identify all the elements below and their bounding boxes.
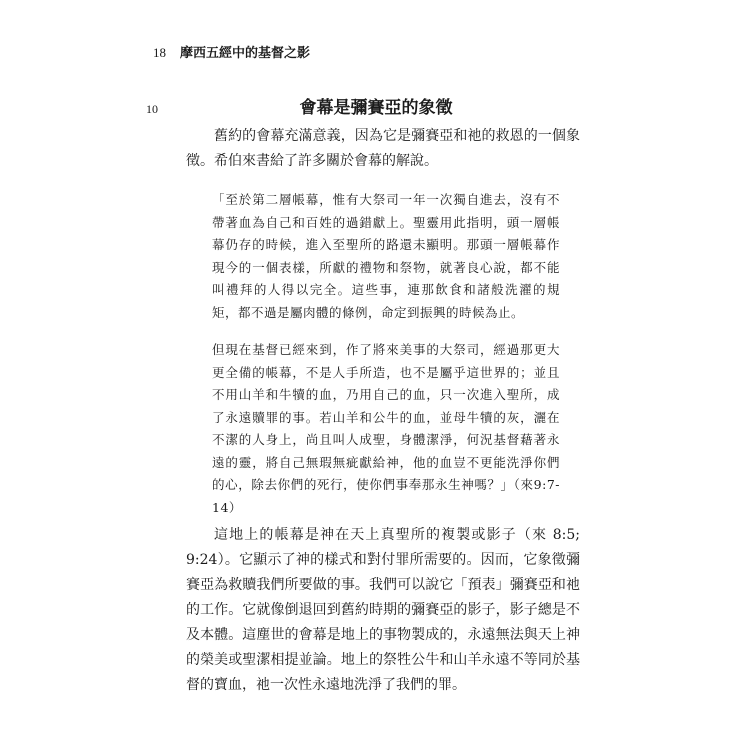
section-number: 10 — [146, 102, 158, 116]
scripture-quote-1: 「至於第二層帳幕，惟有大祭司一年一次獨自進去，沒有不帶著血為自己和百姓的過錯獻上。聖靈用此指明，頭一層帳幕仍存的時候，進入至聖所的路還未顯明。那頭一層帳幕作現今的一個表樣，所獻的禮物和祭物，就著良心說，都不能叫禮拜的人得以完全。這些事，連那飲食和諸般洗濯的規矩，都不過是屬肉體的條例，命定到振興的時候為止。 — [212, 192, 560, 320]
scripture-quote-2: 但現在基督已經來到，作了將來美事的大祭司，經過那更大更全備的帳幕，不是人手所造，也不是屬乎這世界的；並且不用山羊和牛犢的血，乃用自己的血，只一次進入聖所，成了永遠贖罪的事。若山羊和公牛的血，並母牛犢的灰，灑在不潔的人身上，尚且叫人成聖，身體潔淨，何況基督藉著永遠的靈，將自己無瑕無疵獻給神，他的血豈不更能洗淨你們的心，除去你們的死行，使你們事奉那永生神嗎？」（來9:7-14） — [212, 342, 560, 515]
paragraph-explanation: 這地上的帳幕是神在天上真聖所的複製或影子（來 8:5; 9:24）。它顯示了神的樣式和對付罪所需要的。因而，它象徵彌賽亞為救贖我們所要做的事。我們可以說它「預表」彌賽亞和祂的工作。它就像倒退回到舊約時期的彌賽亞的影子，影子總是不及本體。這塵世的會幕是地上的事物製成的，永遠無法與天上神的榮美或聖潔相提並論。地上的祭牲公牛和山羊永遠不等同於基督的寶血，祂一次性永遠地洗淨了我們的罪。 — [186, 527, 580, 693]
book-title: 摩西五經中的基督之影 — [180, 46, 311, 61]
paragraph-intro: 舊約的會幕充滿意義，因為它是彌賽亞和祂的救恩的一個象徵。希伯來書給了許多關於會幕的解說。 — [186, 128, 580, 169]
page-number: 18 — [153, 45, 166, 60]
running-header — [153, 42, 310, 61]
section-title: 會幕是彌賽亞的象徵 — [299, 98, 453, 118]
